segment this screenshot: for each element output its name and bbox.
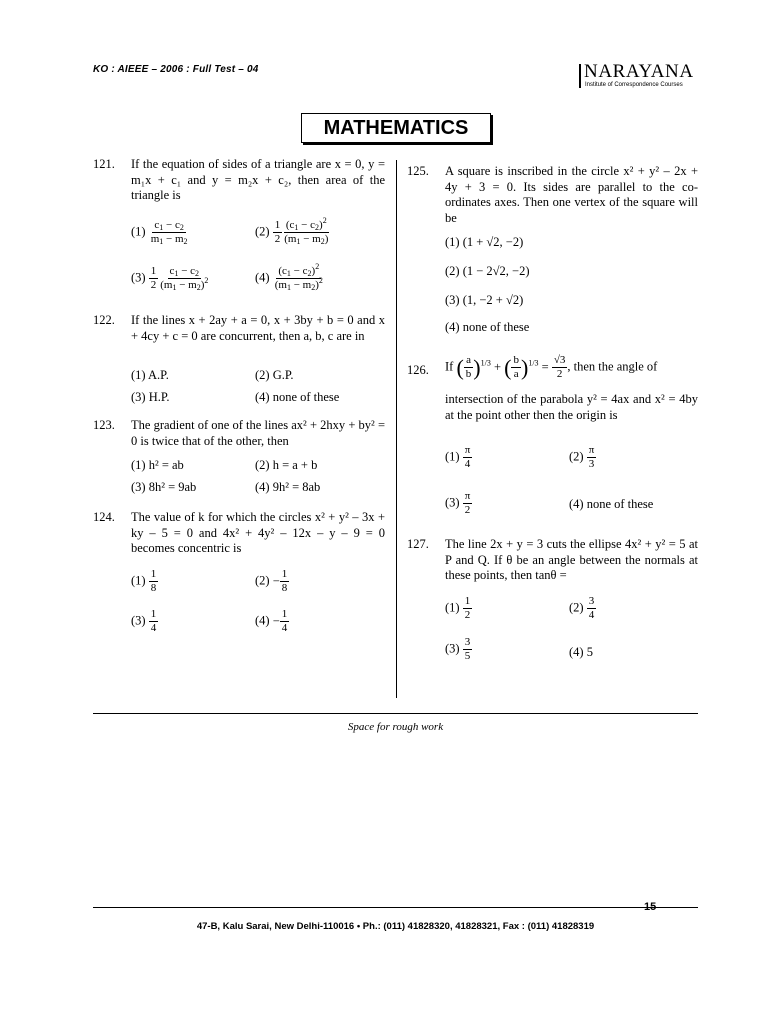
- option-4: (4) 5: [569, 645, 593, 659]
- logo-name: NARAYANA: [584, 61, 694, 82]
- page-number: 15: [644, 901, 657, 913]
- option-3: (3) 8h² = 9ab: [131, 480, 197, 494]
- option-label: (2): [445, 264, 460, 278]
- option-label: (3): [131, 613, 146, 628]
- option-label: (2): [569, 449, 584, 464]
- option-label: (2): [255, 224, 270, 239]
- option-label: (1): [131, 573, 146, 588]
- option-math: $\frac{1}{2}$: [464, 595, 471, 621]
- option-math: (1, −2 + √2): [462, 293, 524, 308]
- option-4: (4) none of these: [569, 497, 654, 511]
- option-math: $\frac{1}{2}$: [150, 265, 157, 291]
- option-2: (2) h = a + b: [255, 458, 318, 472]
- footer-rule: [93, 907, 698, 908]
- option-label: (2): [569, 600, 584, 615]
- option-math: (1 − 2√2, −2): [462, 264, 530, 279]
- option-math: $\frac{\pi}{3}$: [588, 444, 595, 470]
- option-label: (4): [255, 270, 270, 285]
- option-math: $\frac{\pi}{4}$: [464, 444, 471, 470]
- option-3: [131, 608, 158, 635]
- question-number: 126.: [407, 363, 429, 377]
- divider-rule: [93, 713, 698, 714]
- option-2: [569, 595, 596, 622]
- option-2: [569, 444, 596, 471]
- option-label: (1): [445, 235, 460, 249]
- question-text: The gradient of one of the lines ax² + 2hxy + by² = 0 is twice that of the other, then: [131, 418, 385, 448]
- option-1: [445, 235, 523, 251]
- option-1: (1) A.P.: [131, 368, 169, 382]
- question-text: The value of k for which the circles x² + y² – 3x + ky – 5 = 0 and 4x² + 4y² – 12x – y – 9 = 0 becomes concentric is: [131, 510, 385, 555]
- option-math: $\frac{1}{8}$: [150, 568, 157, 594]
- section-title: MATHEMATICS: [301, 113, 491, 143]
- question-122: [93, 313, 385, 408]
- option-label: (1): [445, 600, 460, 615]
- question-124: [93, 510, 385, 645]
- question-126: [407, 354, 698, 519]
- question-text: A square is inscribed in the circle x² + y² – 2x + 4y + 3 = 0. Its sides are parallel to the co-ordinates axes. Then one vertex of the square will be: [445, 164, 698, 225]
- option-label: (1): [131, 224, 146, 239]
- option-math: $\frac{\pi}{2}$: [464, 490, 471, 516]
- option-label: (3): [445, 293, 460, 307]
- question-formula: If ( $\frac{a}{b}$ )$^{1/3}$ + ( $\frac{b}{a}$ )$^{1/3}$ = $\frac{√3}{2}$ , then the angle of: [445, 354, 658, 380]
- question-number: 123.: [93, 418, 115, 432]
- option-1: [445, 444, 472, 471]
- logo-bar: [579, 64, 581, 88]
- question-number: 124.: [93, 510, 115, 524]
- question-text: If the lines x + 2ay + a = 0, x + 3by + b = 0 and x + 4cy + c = 0 are concurrent, then a, b, c are in: [131, 313, 385, 343]
- option-math: (1 + √2, −2): [462, 235, 524, 250]
- footer-address: 47-B, Kalu Sarai, New Delhi-110016 • Ph.: (011) 41828320, 41828321, Fax : (011) 41828319: [196, 921, 595, 932]
- test-header: KO : AIEEE – 2006 : Full Test – 04: [93, 64, 259, 75]
- question-text: The line 2x + y = 3 cuts the ellipse 4x² + y² = 5 at P and Q. If θ be an angle between the normals at these points, then tanθ =: [445, 537, 698, 582]
- question-123: [93, 418, 385, 503]
- option-math: $\frac{3}{4}$: [588, 595, 595, 621]
- option-label: (4): [255, 613, 270, 628]
- question-121: [93, 157, 385, 307]
- rough-work-label: Space for rough work: [347, 721, 444, 733]
- logo-tagline: Institute of Correspondence Courses: [585, 82, 683, 88]
- column-divider: [396, 160, 397, 698]
- option-math: $\frac{(c_1 - c_2)^2}{(m_1 - m_2)^2}$: [274, 262, 323, 292]
- option-2: (2) − $\frac{1}{8}$: [255, 568, 288, 594]
- question-text: If the equation of sides of a triangle are x = 0, y = m₁x + c₁ and y = m₂x + c₂, then area of the triangle is: [131, 157, 385, 202]
- option-math: $\frac{1}{4}$: [150, 608, 157, 634]
- option-3: [445, 636, 472, 663]
- option-label: (2): [255, 573, 270, 588]
- option-label: (3): [445, 495, 460, 510]
- option-1: [131, 568, 158, 595]
- option-label: (1): [445, 449, 460, 464]
- option-4: [255, 262, 325, 292]
- option-2: (2) $\frac{1}{2}$ $\frac{(c_1 - c_2)^2}{(m_1 - m_2)}$: [255, 216, 329, 246]
- option-math: $\frac{1}{4}$: [281, 608, 288, 634]
- question-125: [407, 164, 698, 339]
- option-1: [131, 219, 190, 246]
- question-text: intersection of the parabola y² = 4ax and x² = 4by at the point other then the origin is: [445, 392, 698, 422]
- option-math: $\frac{3}{5}$: [464, 636, 471, 662]
- option-math: $\frac{c_1 - c_2}{m_1 - m_2}$: [150, 219, 188, 246]
- question-number: 125.: [407, 164, 429, 178]
- option-3: [445, 293, 523, 309]
- question-127: [407, 537, 698, 672]
- option-3: (3) $\frac{1}{2}$ $\frac{c_1 - c_2}{(m_1 - m_2)^2}$: [131, 265, 209, 292]
- option-1: (1) h² = ab: [131, 458, 184, 472]
- question-number: 127.: [407, 537, 429, 551]
- option-3: (3) H.P.: [131, 390, 170, 404]
- option-4: (4) none of these: [255, 390, 340, 404]
- option-math: $\frac{1}{2}$: [274, 219, 281, 245]
- question-number: 121.: [93, 157, 115, 171]
- narayana-logo: [579, 62, 701, 90]
- option-2: [445, 264, 530, 280]
- option-3: [445, 490, 472, 517]
- option-1: [445, 595, 472, 622]
- option-math: $\frac{1}{8}$: [281, 568, 288, 594]
- question-number: 122.: [93, 313, 115, 327]
- option-label: (3): [131, 270, 146, 285]
- option-label: (3): [445, 641, 460, 656]
- option-4: (4) 9h² = 8ab: [255, 480, 321, 494]
- option-2: (2) G.P.: [255, 368, 294, 382]
- option-4: (4) none of these: [445, 320, 530, 334]
- option-4: (4) − $\frac{1}{4}$: [255, 608, 288, 634]
